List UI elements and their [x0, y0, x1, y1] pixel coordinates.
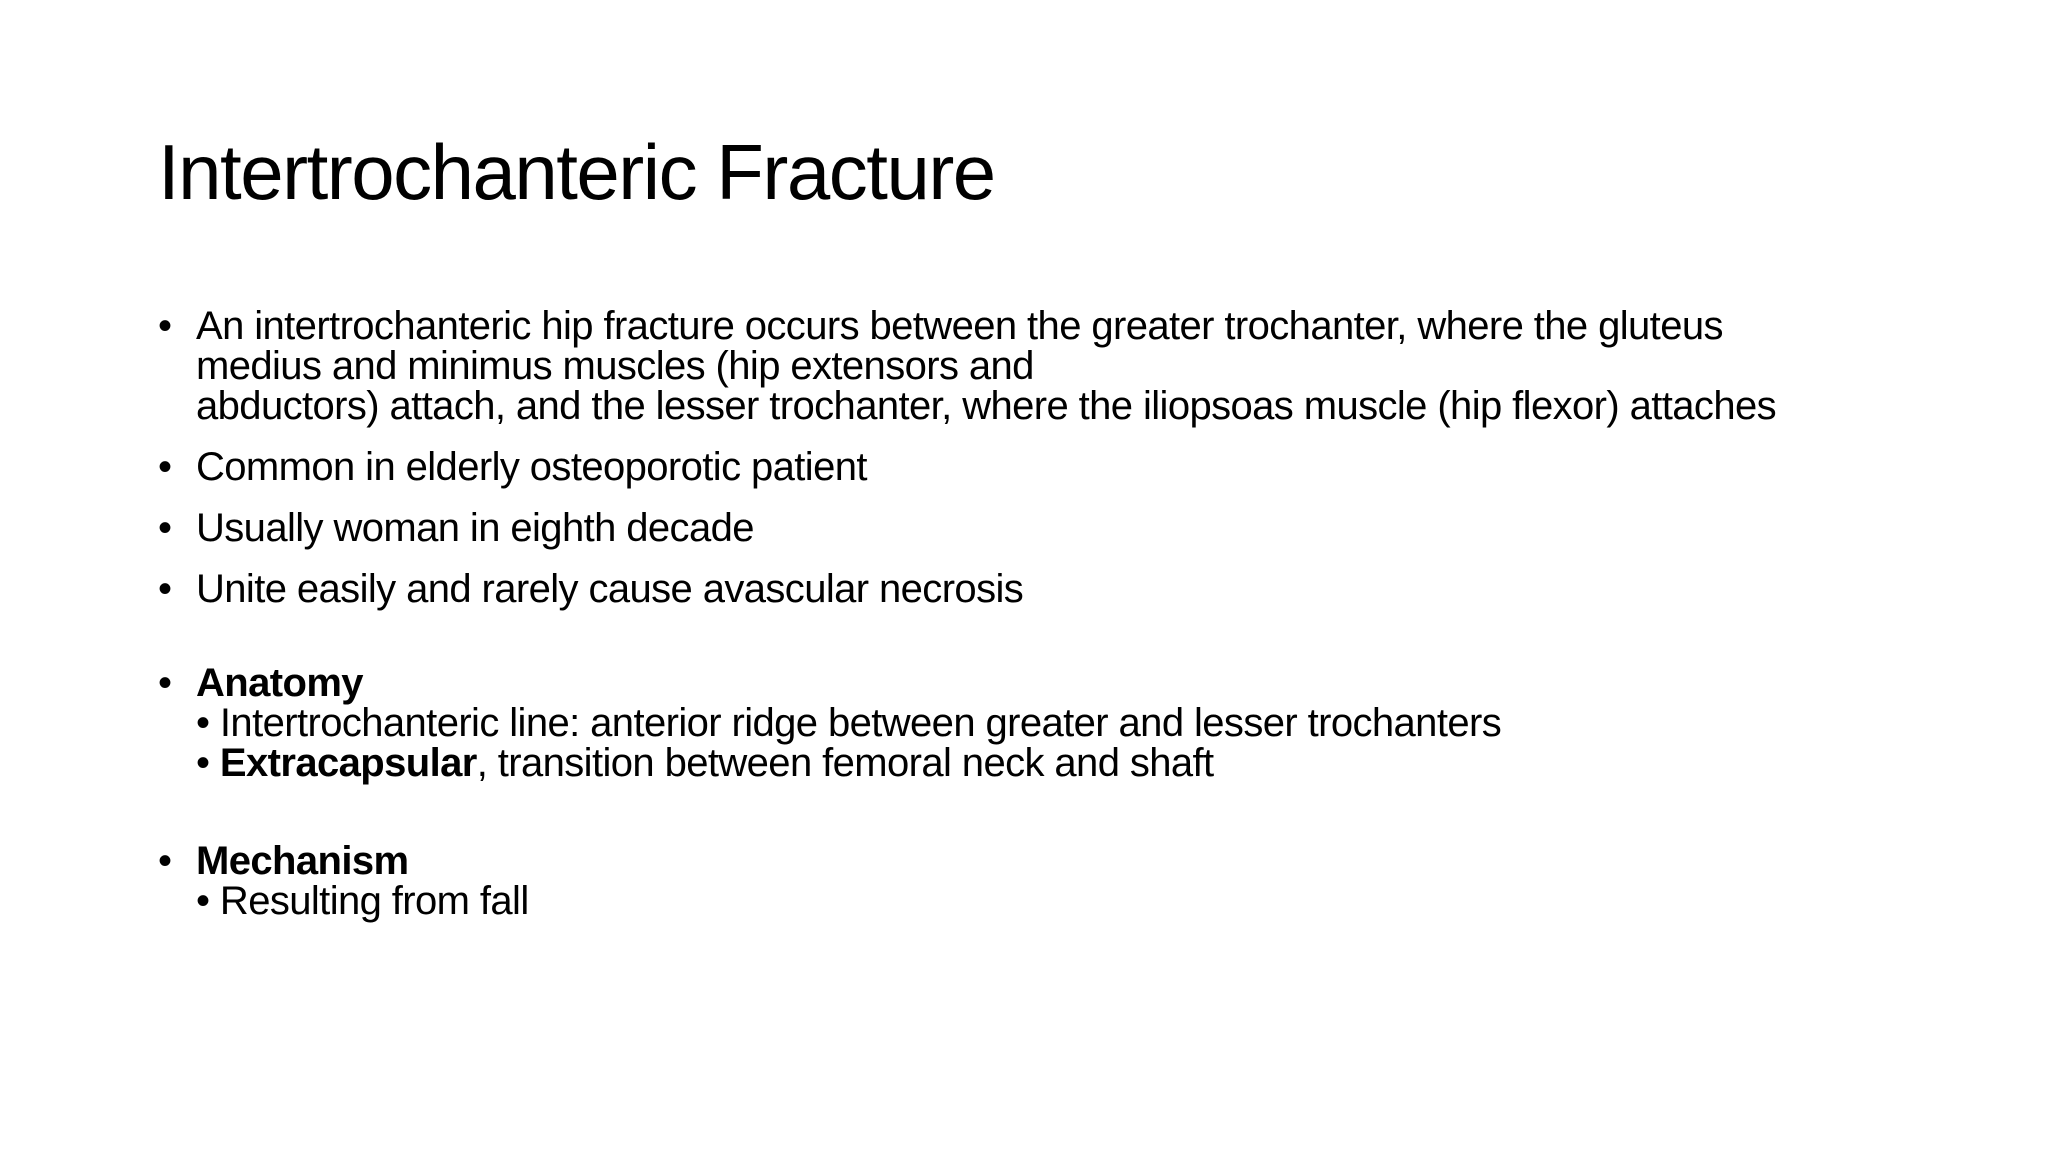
anatomy-item-2-rest: , transition between femoral neck and shaft [476, 741, 1214, 785]
bullet-common [158, 447, 2018, 487]
bullet-definition [158, 306, 2018, 426]
bullet-mechanism [158, 841, 2018, 921]
anatomy-item-2 [196, 743, 2018, 783]
slide-content [158, 306, 2018, 921]
bullet-usually [158, 508, 2018, 548]
anatomy-heading: • Anatomy [196, 661, 363, 705]
bullet-usually-text: • Usually woman in eighth decade [196, 506, 754, 550]
anatomy-item-2-prefix: • [196, 741, 220, 785]
anatomy-item-2-bold: Extracapsular [219, 741, 477, 785]
mechanism-heading: • Mechanism [196, 839, 409, 883]
bullet-common-text: • Common in elderly osteoporotic patient [196, 445, 867, 489]
bullet-anatomy [158, 663, 2018, 783]
bullet-definition-line-3: abductors) attach, and the lesser trochanter, where the iliopsoas muscle (hip flexor) attaches [196, 384, 1777, 428]
bullet-unite-text: • Unite easily and rarely cause avascular necrosis [196, 567, 1024, 611]
bullet-unite [158, 569, 2018, 609]
bullet-definition-line-1: • An intertrochanteric hip fracture occurs between the greater trochanter, where the gluteus [196, 304, 1723, 348]
bullet-definition-line-2: medius and minimus muscles (hip extensors and [196, 344, 1034, 388]
slide-title: Intertrochanteric Fracture [158, 128, 995, 216]
anatomy-item-1: • Intertrochanteric line: anterior ridge between greater and lesser trochanters [196, 701, 1502, 745]
mechanism-item-1: • Resulting from fall [196, 879, 529, 923]
